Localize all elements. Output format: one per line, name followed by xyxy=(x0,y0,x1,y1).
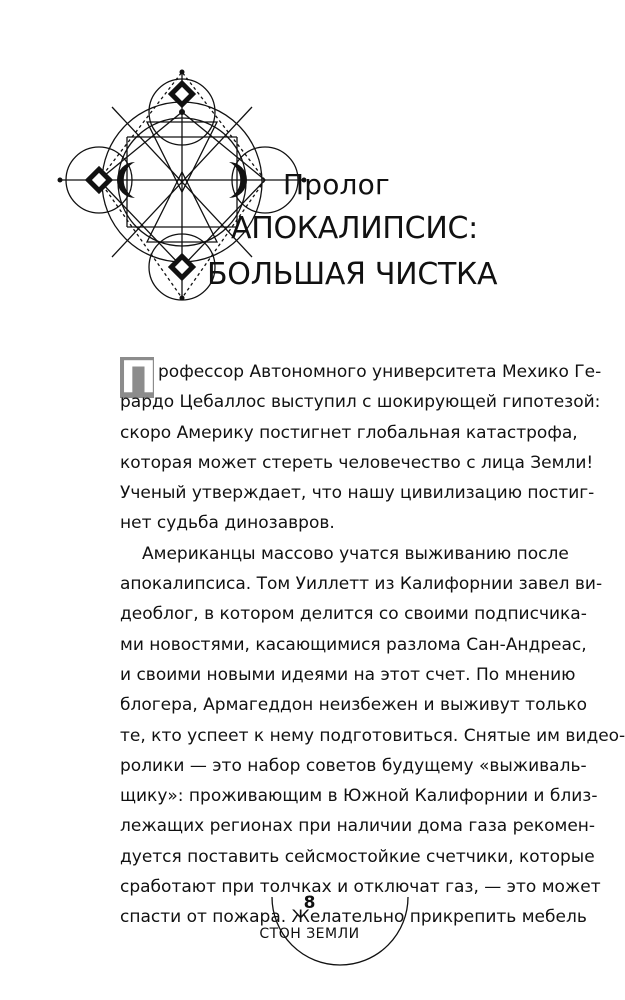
text-line: сработают при толчках и отключат газ, — это может xyxy=(120,877,601,898)
page-number: 8 xyxy=(303,893,316,913)
text-line: апокалипсиса. Том Уиллетт из Калифорнии завел ви- xyxy=(120,574,603,595)
chapter-heading xyxy=(0,168,619,308)
chapter-label: Пролог xyxy=(283,168,390,201)
text-line: деоблог, в котором делится со своими подписчика- xyxy=(120,604,587,625)
text-line: ролики — это набор советов будущему «выживаль- xyxy=(120,755,587,776)
text-line: щику»: проживающим в Южной Калифорнии и близ- xyxy=(120,786,598,807)
chapter-title-line-1: АПОКАЛИПСИС: xyxy=(231,211,478,246)
text-line: Американцы массово учатся выживанию после xyxy=(142,543,569,564)
text-line: те, кто успеет к нему подготовиться. Снятые им видео- xyxy=(120,725,625,746)
text-line: ми новостями, касающимися разлома Сан-Андреас, xyxy=(120,634,587,655)
text-line: дуется поставить сейсмостойкие счетчики, которые xyxy=(120,846,595,867)
text-line: блогера, Армагеддон неизбежен и выживут только xyxy=(120,695,588,716)
drop-cap: П xyxy=(120,352,157,403)
running-title: СТОН ЗЕМЛИ xyxy=(259,926,360,942)
text-line: рофессор Автономного университета Мехико Ге- xyxy=(158,362,602,382)
text-line: нет судьба динозавров. xyxy=(120,513,335,534)
text-line: и своими новыми идеями на этот счет. По мнению xyxy=(120,664,576,685)
text-line: рардо Цебаллос выступил с шокирующей гипотезой: xyxy=(120,392,601,413)
text-line: лежащих регионах при наличии дома газа рекомен- xyxy=(120,816,596,837)
chapter-title-line-2: БОЛЬШАЯ ЧИСТКА xyxy=(207,257,498,292)
text-line: Ученый утверждает, что нашу цивилизацию постиг- xyxy=(120,483,595,504)
body-text xyxy=(120,352,625,933)
text-line: спасти от пожара. Желательно прикрепить мебель xyxy=(120,907,587,928)
text-line: которая может стереть человечество с лица Земли! xyxy=(120,452,594,473)
text-line: скоро Америку постигнет глобальная катастрофа, xyxy=(120,422,578,443)
